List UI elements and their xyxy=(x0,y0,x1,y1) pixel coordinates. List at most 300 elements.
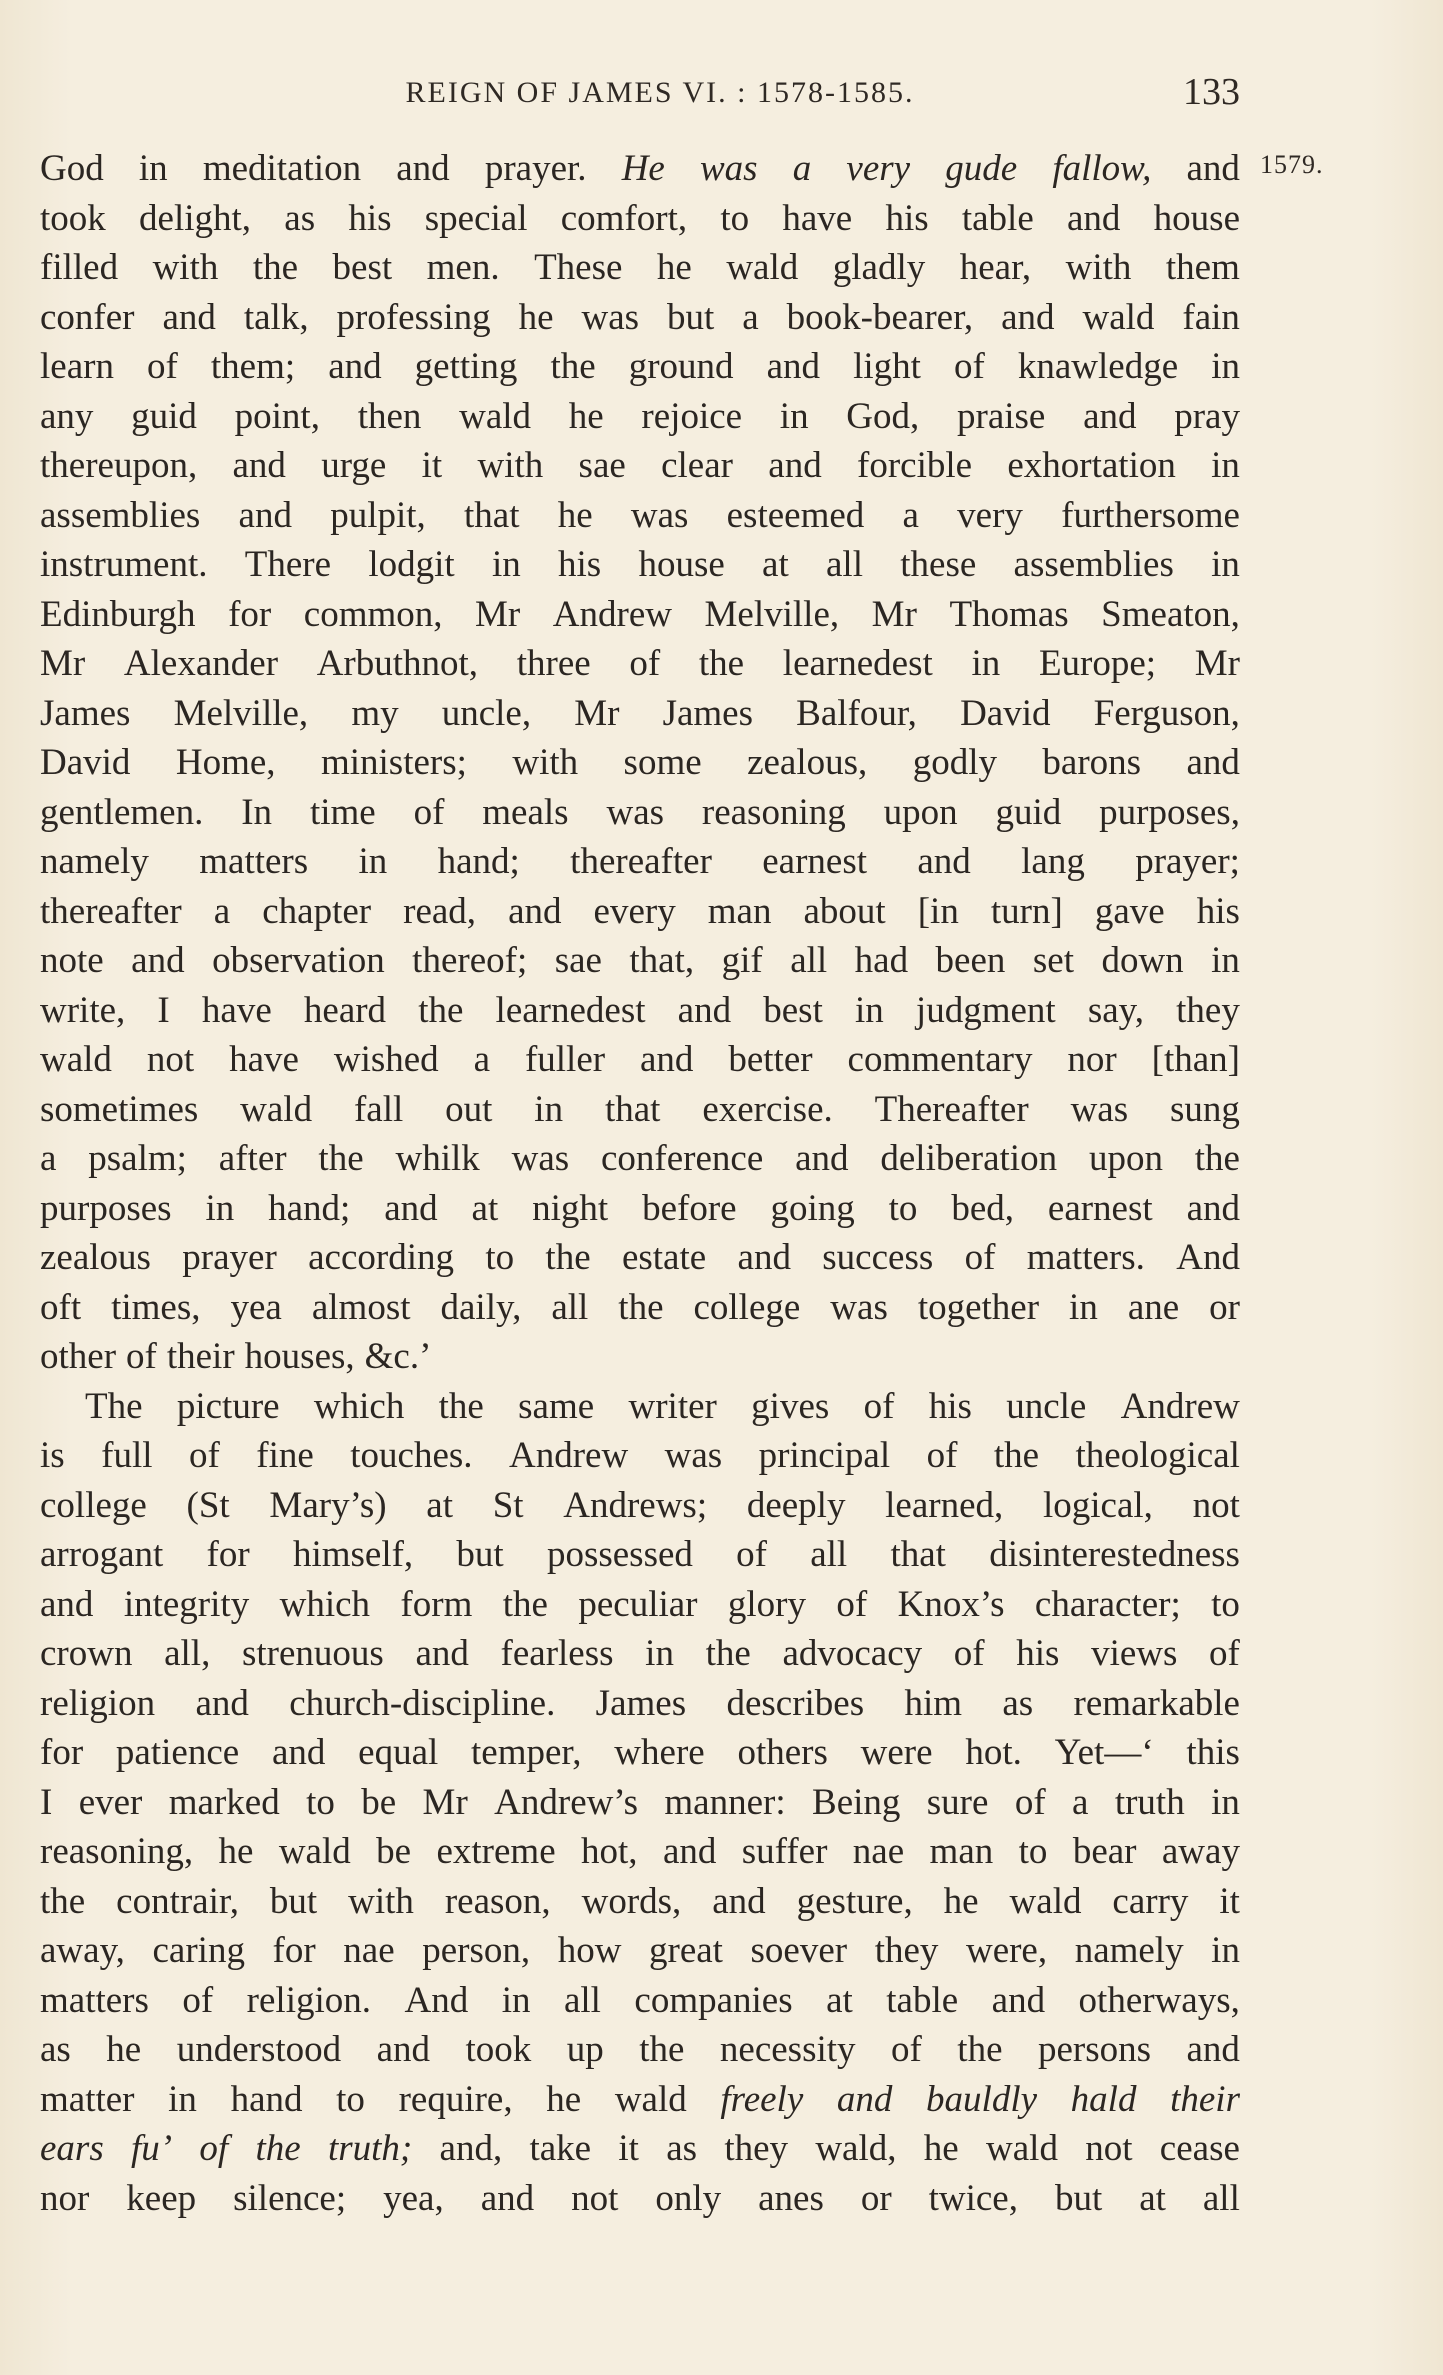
word: great xyxy=(649,1930,723,1971)
word: and xyxy=(232,445,286,486)
word: and xyxy=(238,494,292,536)
word: lodgit xyxy=(368,544,455,585)
word: and xyxy=(1067,197,1121,239)
word: in xyxy=(1211,1781,1240,1823)
word: ministers; xyxy=(320,742,467,783)
word: assemblies xyxy=(1013,544,1174,585)
word: conference xyxy=(600,1138,764,1179)
word: Melville, xyxy=(173,692,309,734)
word: and xyxy=(836,2078,893,2120)
word: they xyxy=(1176,989,1240,1031)
word: reasoning xyxy=(701,791,846,833)
word: contrair, xyxy=(116,1880,239,1922)
word: with xyxy=(348,1880,414,1922)
word: and xyxy=(1186,742,1240,783)
word: these xyxy=(900,544,977,585)
word: the xyxy=(993,1435,1040,1476)
word: other xyxy=(40,1336,117,1377)
word: full xyxy=(101,1435,153,1476)
word: a xyxy=(792,148,812,189)
word: uncle, xyxy=(441,692,532,734)
word: psalm; xyxy=(88,1138,187,1179)
word: understood xyxy=(176,2029,342,2070)
word: of xyxy=(413,791,445,833)
word: took xyxy=(40,197,106,239)
word: or xyxy=(1209,1286,1240,1328)
text-line xyxy=(40,1926,1240,1976)
text-line xyxy=(40,887,1240,937)
word: at xyxy=(471,1187,499,1229)
word: and xyxy=(328,346,382,387)
word: suffer xyxy=(741,1831,828,1872)
word: views xyxy=(1091,1633,1178,1674)
word: point, xyxy=(234,395,320,437)
word: in xyxy=(491,544,521,585)
word: talk, xyxy=(243,296,309,338)
running-title: REIGN OF JAMES VI. : 1578-1585. xyxy=(405,76,915,109)
word: nae xyxy=(852,1831,905,1872)
word: his xyxy=(557,544,602,585)
word: equal xyxy=(358,1732,439,1773)
word: necessity xyxy=(719,2029,856,2070)
word: in xyxy=(855,989,884,1031)
word: fall xyxy=(353,1088,404,1130)
word: together xyxy=(917,1286,1040,1328)
word: meals xyxy=(482,791,569,833)
word: wald xyxy=(278,1831,351,1872)
text-line xyxy=(40,392,1240,442)
word: matters. xyxy=(1026,1237,1145,1278)
word: it xyxy=(421,445,443,486)
word: prayer; xyxy=(1135,841,1240,882)
word: say, xyxy=(1087,989,1144,1031)
word: and xyxy=(662,1831,717,1872)
word: caring xyxy=(152,1930,245,1971)
word: heard xyxy=(303,989,387,1031)
page-number: 133 xyxy=(1183,71,1240,113)
word: them xyxy=(1165,247,1240,288)
word: his xyxy=(348,197,392,239)
word: how xyxy=(557,1930,622,1971)
word: as xyxy=(40,2029,71,2070)
word: of xyxy=(736,1534,767,1575)
text-line xyxy=(40,2124,1240,2174)
word: (St xyxy=(186,1484,230,1526)
text-line xyxy=(40,1035,1240,1085)
text-line xyxy=(40,1332,1240,1382)
word: and xyxy=(991,1979,1046,2021)
word: up xyxy=(566,2029,604,2070)
word: Andrew xyxy=(552,593,672,635)
word: arrogant xyxy=(40,1534,164,1575)
word: uncle xyxy=(1006,1385,1087,1427)
word: but xyxy=(1054,2177,1103,2219)
text-line xyxy=(40,788,1240,838)
word: he xyxy=(106,2029,142,2070)
word: times, xyxy=(111,1286,201,1328)
word: earnest xyxy=(1047,1187,1153,1229)
word: disinterestedness xyxy=(989,1534,1240,1575)
word: James xyxy=(595,1682,687,1724)
word: and xyxy=(1186,1187,1240,1229)
word: getting xyxy=(414,346,518,387)
word: form xyxy=(400,1583,473,1625)
word: thereafter xyxy=(40,890,182,932)
word: chapter xyxy=(262,890,372,932)
word: at xyxy=(762,544,789,585)
word: judgment xyxy=(915,989,1056,1031)
text-line xyxy=(40,1778,1240,1828)
word: to xyxy=(306,1781,335,1823)
word: he xyxy=(568,395,604,437)
word: in xyxy=(168,2078,197,2120)
text-line xyxy=(40,243,1240,293)
word: describes xyxy=(726,1682,865,1724)
word: all xyxy=(790,940,828,981)
word: instrument. xyxy=(40,544,208,585)
word: going xyxy=(770,1187,855,1229)
word: estate xyxy=(621,1237,707,1278)
word: three xyxy=(516,643,591,684)
word: exercise. xyxy=(702,1088,833,1130)
text-line xyxy=(40,1530,1240,1580)
word: gentlemen. xyxy=(40,791,204,833)
word: wald xyxy=(986,2128,1058,2169)
word: was xyxy=(830,1286,888,1328)
word: which xyxy=(313,1385,405,1427)
word: peculiar xyxy=(578,1583,698,1625)
text-line xyxy=(40,1085,1240,1135)
word: Andrew xyxy=(508,1435,629,1476)
word: professing xyxy=(336,296,491,338)
text-line xyxy=(40,738,1240,788)
text-line xyxy=(40,986,1240,1036)
word: extreme xyxy=(436,1831,556,1872)
text-line xyxy=(40,1976,1240,2026)
word: &c.’ xyxy=(364,1336,432,1377)
word: at xyxy=(426,1484,453,1526)
word: Mr xyxy=(871,593,917,635)
word: of xyxy=(126,1336,157,1377)
word: the xyxy=(957,2029,1003,2070)
word: hand; xyxy=(437,841,520,882)
word: deliberation xyxy=(880,1138,1058,1179)
word: was xyxy=(511,1138,570,1179)
word: Mr xyxy=(422,1781,468,1823)
word: purposes, xyxy=(1099,791,1240,833)
text-line xyxy=(40,342,1240,392)
word: in xyxy=(1211,940,1240,981)
text-line xyxy=(40,144,1240,194)
word: best xyxy=(763,989,823,1031)
word: ears xyxy=(40,2128,104,2169)
word: hand; xyxy=(268,1187,351,1229)
word: commentary xyxy=(847,1039,1033,1080)
word: time xyxy=(309,791,376,833)
word: church-discipline. xyxy=(289,1682,556,1724)
word: all xyxy=(551,1286,589,1328)
word: they xyxy=(724,2128,789,2169)
word: He xyxy=(621,148,665,189)
word: and xyxy=(415,1633,469,1674)
word: almost xyxy=(311,1286,411,1328)
word: he xyxy=(518,296,554,338)
word: daily, xyxy=(440,1286,522,1328)
word: as xyxy=(1002,1682,1034,1724)
text-line xyxy=(40,2025,1240,2075)
word: the xyxy=(318,1138,364,1179)
word: for xyxy=(228,593,272,635)
word: namely xyxy=(1074,1930,1184,1971)
word: the xyxy=(252,247,299,288)
word: to xyxy=(720,197,750,239)
running-head xyxy=(40,70,1240,120)
word: fain xyxy=(1182,296,1240,338)
word: freely xyxy=(720,2078,804,2120)
word: fu’ xyxy=(131,2128,173,2169)
word: picture xyxy=(176,1385,280,1427)
word: zealous, xyxy=(747,742,868,783)
word: in xyxy=(1211,346,1240,387)
word: all xyxy=(563,1979,601,2021)
word: very xyxy=(846,148,911,189)
word: note xyxy=(40,940,104,981)
word: the xyxy=(550,346,596,387)
word: his xyxy=(1016,1633,1060,1674)
text-line xyxy=(40,491,1240,541)
word: he xyxy=(656,247,692,288)
word: hot, xyxy=(581,1831,638,1872)
word: fallow, xyxy=(1052,148,1152,189)
word: and xyxy=(766,346,821,387)
word: advocacy xyxy=(782,1633,923,1674)
word: and xyxy=(712,1880,766,1922)
word: [in xyxy=(917,890,959,932)
word: to xyxy=(1211,1583,1240,1625)
word: and xyxy=(795,1138,849,1179)
word: and xyxy=(162,296,216,338)
text-line xyxy=(40,837,1240,887)
word: and xyxy=(271,1732,326,1773)
text-line xyxy=(40,1481,1240,1531)
word: men. xyxy=(426,247,500,288)
word: same xyxy=(518,1385,595,1427)
word: earnest xyxy=(762,841,868,882)
word: them; xyxy=(210,346,296,387)
word: prayer xyxy=(182,1237,277,1278)
word: guid xyxy=(131,395,197,437)
word: of xyxy=(953,346,985,387)
word: gladly xyxy=(832,247,926,288)
word: fuller xyxy=(524,1039,606,1080)
word: silence; xyxy=(233,2177,347,2219)
word: temper, xyxy=(471,1732,582,1773)
word: wald xyxy=(1082,296,1155,338)
word: in xyxy=(1211,445,1240,486)
word: best xyxy=(332,247,393,288)
word: of xyxy=(926,1435,958,1476)
word: took xyxy=(465,2029,532,2070)
word: sure xyxy=(926,1781,989,1823)
word: I xyxy=(40,1781,53,1823)
word: in xyxy=(645,1633,674,1674)
word: lang xyxy=(1021,841,1085,882)
word: very xyxy=(957,494,1023,536)
word: table xyxy=(961,197,1034,239)
text-line xyxy=(40,1184,1240,1234)
word: and, xyxy=(439,2128,503,2169)
word: hald xyxy=(1070,2078,1137,2120)
word: out xyxy=(445,1088,493,1130)
word: of xyxy=(953,1633,985,1674)
word: at xyxy=(1139,2177,1166,2219)
word: pulpit, xyxy=(330,494,426,536)
word: their xyxy=(1170,2078,1240,2120)
word: away xyxy=(1161,1831,1240,1872)
text-line xyxy=(40,936,1240,986)
word: and xyxy=(195,1682,249,1724)
word: Arbuthnot, xyxy=(316,643,479,684)
word: I xyxy=(157,989,170,1031)
word: zealous xyxy=(40,1237,151,1278)
word: not xyxy=(1085,2128,1133,2169)
word: read, xyxy=(403,890,477,932)
word: it xyxy=(618,2128,639,2169)
word: then xyxy=(357,395,422,437)
word: carry xyxy=(1112,1880,1189,1922)
word: was xyxy=(581,296,640,338)
word: every xyxy=(593,890,676,932)
word: James xyxy=(40,692,131,734)
word: And xyxy=(1176,1237,1240,1278)
word: St xyxy=(492,1484,524,1526)
word: patience xyxy=(115,1732,240,1773)
word: my xyxy=(351,692,399,734)
word: person, xyxy=(422,1930,531,1971)
word: or xyxy=(860,2177,892,2219)
word: Edinburgh xyxy=(40,593,196,635)
word: forcible xyxy=(857,445,973,486)
word: theological xyxy=(1075,1435,1240,1476)
word: of xyxy=(964,1237,996,1278)
word: Andrew xyxy=(1120,1385,1240,1427)
word: he xyxy=(557,494,593,536)
word: was xyxy=(664,1435,723,1476)
word: in xyxy=(138,148,168,189)
text-line xyxy=(40,293,1240,343)
word: common, xyxy=(303,593,443,635)
word: but xyxy=(667,296,715,338)
word: he xyxy=(546,2078,582,2120)
word: about xyxy=(803,890,886,932)
word: yea, xyxy=(383,2177,444,2219)
word: rejoice xyxy=(641,395,743,437)
word: all xyxy=(826,544,863,585)
word: in xyxy=(534,1088,564,1130)
word: gude xyxy=(945,148,1018,189)
word: as xyxy=(284,197,316,239)
word: according xyxy=(308,1237,454,1278)
word: house xyxy=(1153,197,1240,239)
word: for xyxy=(272,1930,316,1971)
word: be xyxy=(361,1781,397,1823)
word: have xyxy=(782,197,853,239)
word: David xyxy=(960,692,1051,734)
word: God, xyxy=(846,395,920,437)
word: Mr xyxy=(40,643,86,684)
word: of xyxy=(863,1385,895,1427)
word: all xyxy=(810,1534,848,1575)
word: the xyxy=(438,1385,484,1427)
word: in xyxy=(1069,1286,1098,1328)
word: the xyxy=(1194,1138,1240,1179)
word: that xyxy=(890,1534,946,1575)
word: bear xyxy=(1072,1831,1137,1872)
word: delight, xyxy=(139,197,252,239)
word: thereupon, xyxy=(40,445,198,486)
word: David xyxy=(40,742,131,783)
word: upon xyxy=(883,791,958,833)
word: godly xyxy=(912,742,997,783)
word: Europe; xyxy=(1038,643,1157,684)
text-line xyxy=(40,1827,1240,1877)
margin-year-note: 1579. xyxy=(1260,150,1324,179)
word: principal xyxy=(758,1435,891,1476)
word: been xyxy=(935,940,1006,981)
word: of xyxy=(1014,1781,1046,1823)
word: Mary’s) xyxy=(269,1484,387,1526)
word: they xyxy=(874,1930,939,1971)
word: set xyxy=(1032,940,1074,981)
word: knawledge xyxy=(1017,346,1179,387)
word: Mr xyxy=(1194,643,1240,684)
text-line xyxy=(40,1134,1240,1184)
word: it xyxy=(1219,1880,1240,1922)
word: for xyxy=(40,1732,84,1773)
word: after xyxy=(218,1138,287,1179)
word: the xyxy=(618,1286,664,1328)
word: college xyxy=(40,1484,147,1526)
word: this xyxy=(1186,1732,1240,1773)
word: in xyxy=(1211,544,1240,585)
word: in xyxy=(1211,1930,1240,1971)
word: but xyxy=(456,1534,504,1575)
word: possessed xyxy=(546,1534,693,1575)
word: comfort, xyxy=(560,197,688,239)
word: strenuous xyxy=(241,1633,384,1674)
word: confer xyxy=(40,296,135,338)
word: Andrew’s xyxy=(494,1781,639,1823)
word: guid xyxy=(995,791,1062,833)
word: integrity xyxy=(123,1583,250,1625)
word: take xyxy=(529,2128,592,2169)
word: with xyxy=(152,247,219,288)
word: Yet—‘ xyxy=(1054,1732,1154,1773)
word: Mr xyxy=(475,593,521,635)
word: Thereafter xyxy=(874,1088,1029,1130)
word: God xyxy=(40,148,104,189)
word: meditation xyxy=(202,148,362,189)
word: hand xyxy=(230,2078,303,2120)
word: and xyxy=(396,148,450,189)
word: the xyxy=(418,989,464,1031)
word: with xyxy=(512,742,579,783)
word: with xyxy=(1065,247,1132,288)
word: were xyxy=(860,1732,933,1773)
word: urge xyxy=(321,445,387,486)
word: their xyxy=(166,1336,235,1377)
text-line xyxy=(40,1382,1240,1432)
